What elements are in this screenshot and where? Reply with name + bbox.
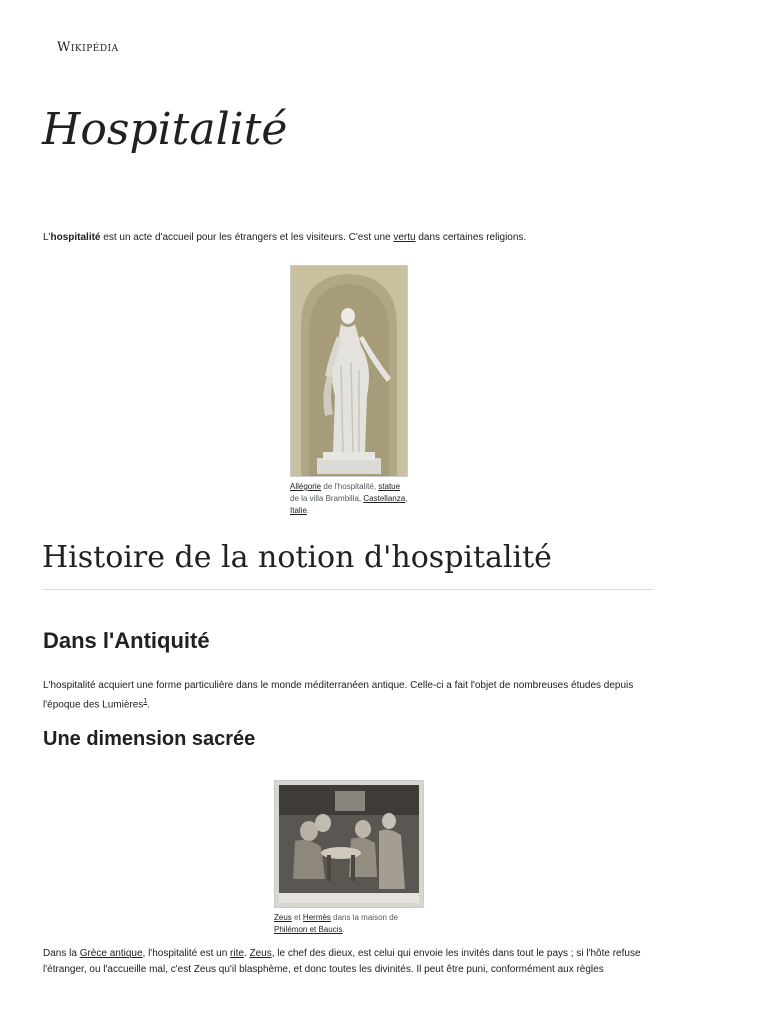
caption1-end: .: [306, 506, 310, 515]
statue-figure: [290, 265, 408, 517]
link-zeus-caption[interactable]: Zeus: [274, 913, 292, 922]
link-statue[interactable]: statue: [378, 482, 401, 491]
intro-paragraph: [43, 230, 655, 246]
engraving-figure: [274, 780, 424, 936]
engraving-image[interactable]: [274, 780, 424, 908]
link-castellanza[interactable]: Castellanza: [363, 494, 406, 503]
link-italie[interactable]: Italie: [290, 506, 307, 515]
statue-illustration: [291, 266, 407, 476]
section-heading-history: Histoire de la notion d'hospitalité: [42, 540, 654, 590]
caption2-end: .: [342, 925, 345, 934]
sacred-paragraph: [43, 946, 655, 978]
intro-text-1: est un acte d'accueil pour les étrangers et les visiteurs. C'est une: [100, 232, 394, 243]
link-vertu[interactable]: vertu: [393, 232, 416, 243]
link-grece-antique[interactable]: Grèce antique: [79, 948, 143, 959]
intro-text-2: dans certaines religions.: [415, 232, 527, 243]
antiquity-paragraph: [43, 678, 655, 713]
link-zeus[interactable]: Zeus: [249, 948, 272, 959]
wikipedia-wordmark[interactable]: Wikipédia: [57, 40, 119, 55]
sacred-text-2: , l'hospitalité est un: [142, 948, 231, 959]
subsection-heading-sacred: Une dimension sacrée: [43, 728, 256, 750]
link-philemon-baucis[interactable]: Philémon et Baucis: [274, 925, 343, 934]
intro-prefix: L': [43, 232, 51, 243]
caption1-text-1: de l'hospitalité,: [321, 482, 379, 491]
page-title: Hospitalité: [42, 104, 288, 155]
antiquity-end: .: [147, 699, 150, 711]
reference-1[interactable]: 1: [143, 698, 148, 705]
link-hermes[interactable]: Hermès: [302, 913, 331, 922]
intro-bold-term: hospitalité: [50, 232, 101, 243]
sacred-text-3: .: [243, 948, 250, 959]
caption2-text-2: dans la maison de: [330, 913, 399, 922]
sacred-text-1: Dans la: [43, 948, 80, 959]
link-rite[interactable]: rite: [230, 948, 244, 959]
statue-image[interactable]: [290, 265, 408, 477]
subsection-heading-antiquity: Dans l'Antiquité: [43, 628, 210, 653]
engraving-caption: [274, 912, 424, 936]
sacred-text-4: , le chef des dieux, est celui qui envoie les invités dans tout le pays ; si l'hôte refuse l'étranger, ou l'accueille mal, c'est Zeus qu'il blasphème, et donc toutes les divinités. Il peut être puni, conformément aux règles: [43, 948, 641, 975]
engraving-illustration: [275, 781, 423, 907]
caption2-text-1: et: [291, 913, 303, 922]
statue-caption: [290, 481, 408, 517]
caption1-sep: ,: [405, 494, 408, 503]
antiquity-text: L'hospitalité acquiert une forme particulière dans le monde méditerranéen antique. Celle-ci a fait l'objet de nombreuses études depuis l'époque des Lumières: [43, 680, 634, 711]
link-allegorie[interactable]: Allégorie: [290, 482, 322, 491]
caption1-text-2: de la villa Brambilla,: [290, 494, 364, 503]
